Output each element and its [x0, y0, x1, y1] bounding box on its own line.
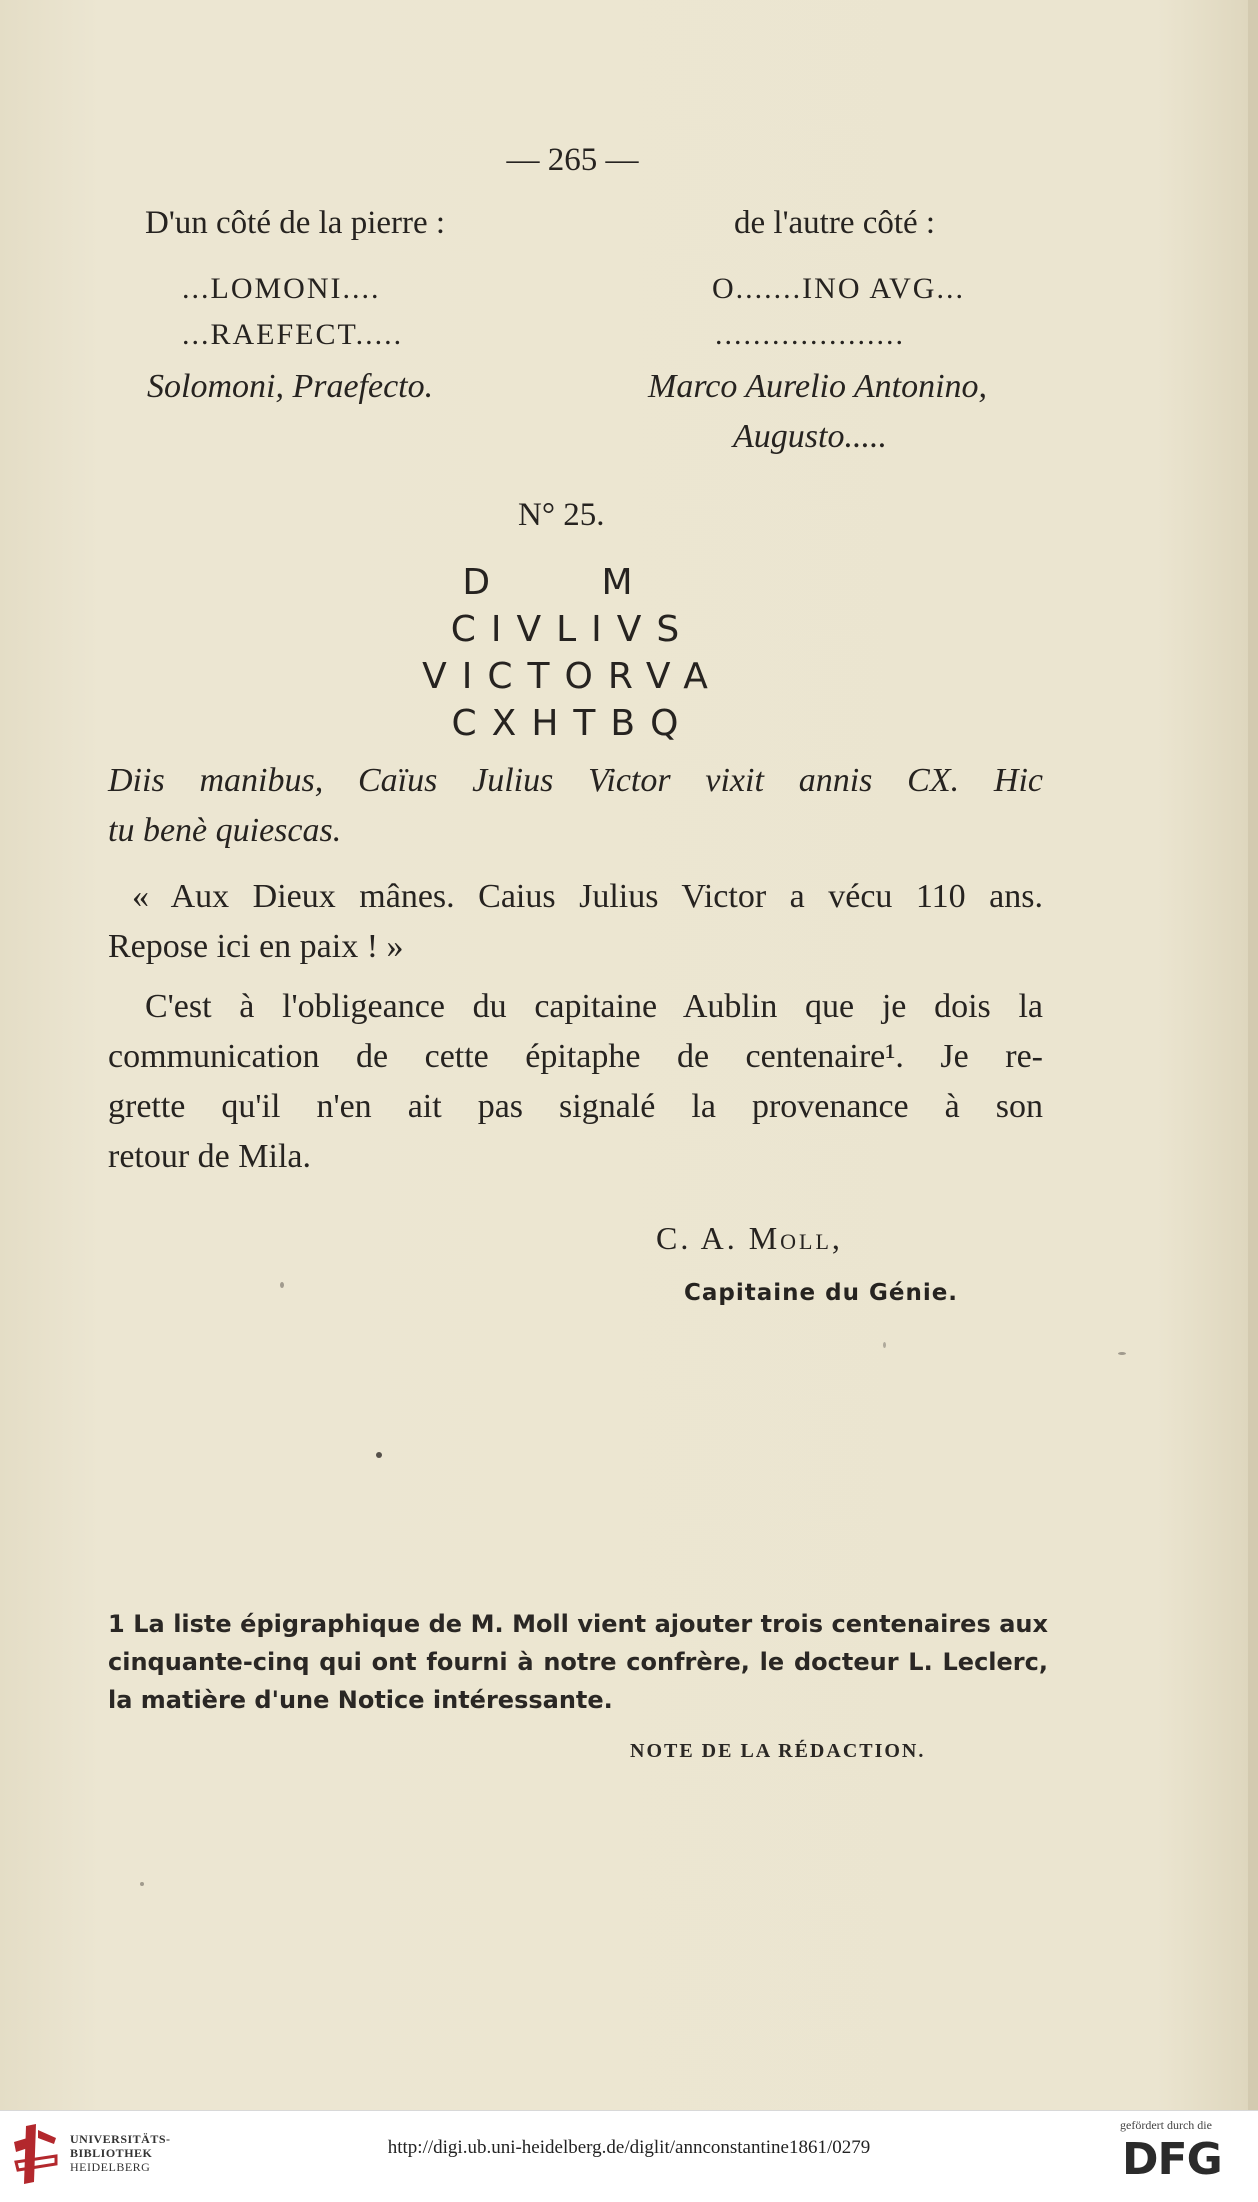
paragraph-line-2: communication de cette épitaphe de centenaire¹. Je re- [108, 1038, 1043, 1075]
inscription-line-4: CXHTBQ [451, 703, 694, 744]
right-translation-2: Augusto..... [733, 418, 887, 455]
ink-speck [1118, 1352, 1126, 1355]
french-translation-line-1: « Aux Dieux mânes. Caius Julius Victor a vécu 110 ans. [132, 878, 1043, 915]
dfg-logo: DFG [1122, 2134, 1222, 2185]
signature-name: Moll, [748, 1220, 843, 1256]
ink-speck [376, 1452, 382, 1458]
paragraph-line-4: retour de Mila. [108, 1138, 311, 1175]
signature-title: Capitaine du Génie. [684, 1280, 959, 1306]
french-translation-line-2: Repose ici en paix ! » [108, 928, 404, 965]
ink-speck [280, 1282, 284, 1288]
permalink-url[interactable]: http://digi.ub.uni-heidelberg.de/diglit/annconstantine1861/0279 [387, 2137, 871, 2158]
footnote-line-2: cinquante-cinq qui ont fourni à notre confrère, le docteur L. Leclerc, [108, 1648, 1048, 1676]
ink-speck [883, 1342, 886, 1348]
right-inscription-line-1: O.......INO AVG... [712, 272, 965, 305]
editorial-note: NOTE DE LA RÉDACTION. [630, 1740, 926, 1762]
paragraph-line-1: C'est à l'obligeance du capitaine Aublin que je dois la [145, 988, 1043, 1025]
ink-speck [140, 1882, 144, 1886]
inscription-number: N° 25. [518, 497, 605, 533]
paragraph-line-3: grette qu'il n'en ait pas signalé la provenance à son [108, 1088, 1043, 1125]
library-name-line-2: BIBLIOTHEK [70, 2146, 153, 2160]
footnote-line-3: la matière d'une Notice intéressante. [108, 1686, 613, 1714]
inscription-line-1: D M [462, 562, 683, 603]
right-translation: Marco Aurelio Antonino, [648, 368, 988, 405]
right-inscription-line-2: .................... [715, 318, 905, 351]
sponsor-label: gefördert durch die [1120, 2118, 1212, 2132]
left-translation: Solomoni, Praefecto. [147, 368, 434, 405]
latin-translation-line-2: tu benè quiescas. [108, 812, 342, 849]
footnote-line-1: 1 La liste épigraphique de M. Moll vient ajouter trois centenaires aux [108, 1610, 1048, 1638]
latin-translation-line-1: Diis manibus, Caïus Julius Victor vixit annis CX. Hic [108, 762, 1043, 799]
page-number: — 265 — [506, 142, 639, 178]
inscription-line-2: CIVLIVS [450, 609, 695, 650]
library-name-line-3: HEIDELBERG [70, 2160, 151, 2174]
left-column-heading: D'un côté de la pierre : [145, 205, 446, 241]
signature [656, 1220, 843, 1257]
left-inscription-line-1: ...LOMONI.... [182, 272, 381, 305]
left-inscription-line-2: ...RAEFECT..... [182, 318, 404, 351]
right-column-heading: de l'autre côté : [734, 205, 936, 241]
library-name-line-1: UNIVERSITÄTS- [70, 2132, 171, 2146]
page-edge [1248, 0, 1258, 2110]
signature-initials: C. A. [656, 1220, 749, 1256]
inscription-line-3: VICTORVA [422, 656, 723, 697]
